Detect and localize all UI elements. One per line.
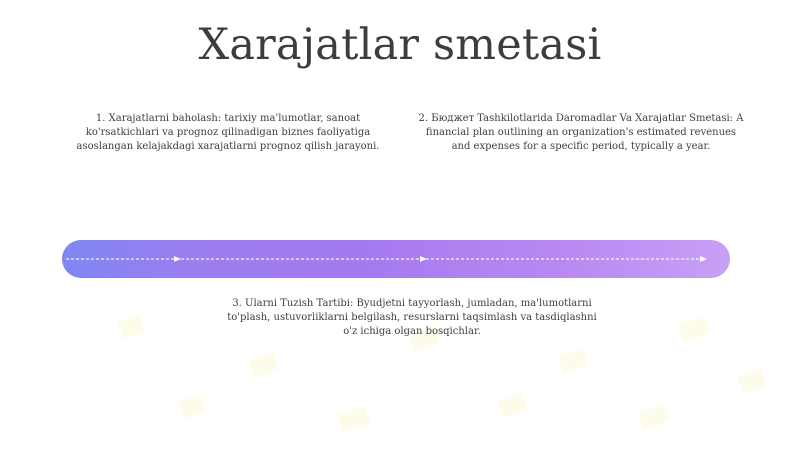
timeline-bar <box>62 240 730 278</box>
step-1-text: 1. Xarajatlarni baholash: tarixiy ma'lumotlar, sanoat ko'rsatkichlari va prognoz qilinadigan biznes faoliyatiga asoslangan kelajakdagi xarajatlarni prognoz qilish jarayoni. <box>76 113 380 152</box>
timeline-arrows <box>62 240 730 278</box>
arrow-icon <box>174 256 181 262</box>
arrow-icon <box>420 256 427 262</box>
step-2-text: 2. Бюджет Tashkilotlarida Daromadlar Va Xarajatlar Smetasi: A financial plan outlining an organization's estimated revenues and expenses for a specific period, typically a year. <box>418 113 744 152</box>
arrow-icon <box>700 256 707 262</box>
step-3-text: 3. Ularni Tuzish Tartibi: Byudjetni tayyorlash, jumladan, ma'lumotlarni to'plash, ustuvorliklarni belgilash, resurslarni taqsimlash va tasdiqlashni o'z ichiga olgan bosqichlar. <box>227 298 597 337</box>
slide-title: Xarajatlar smetasi <box>198 20 602 70</box>
